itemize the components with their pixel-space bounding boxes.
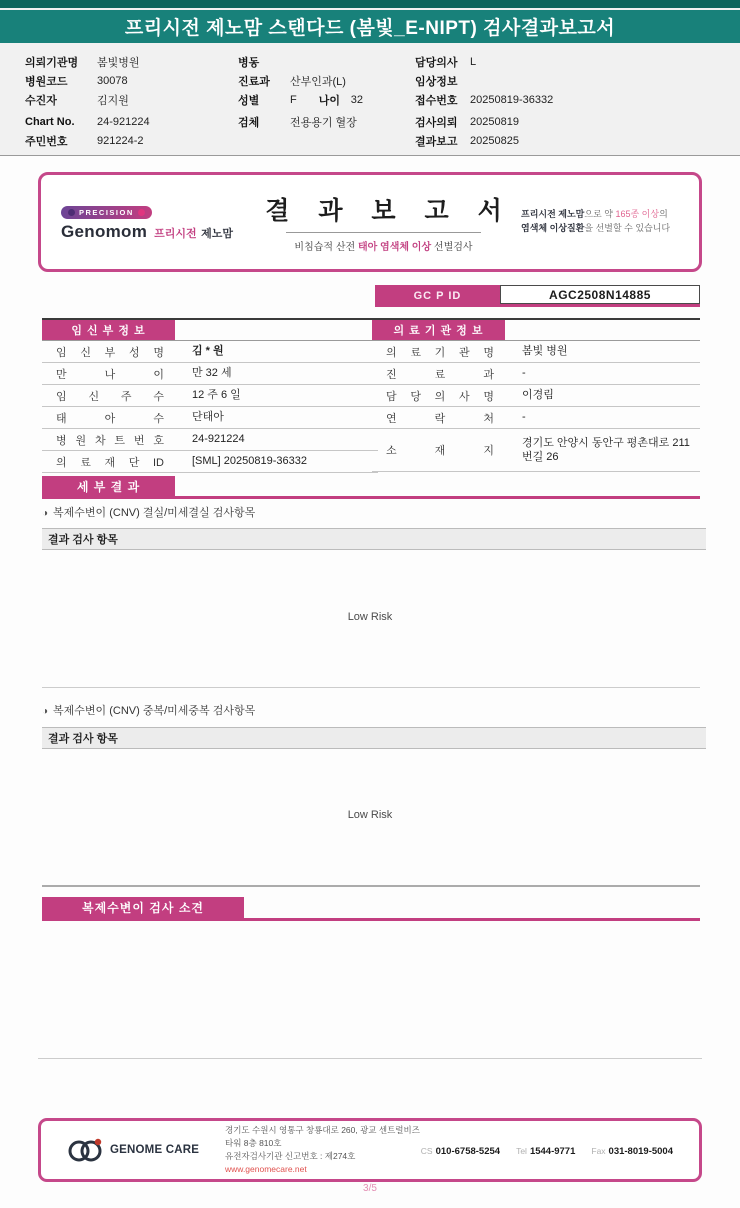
patient-header-box [0, 0, 740, 156]
brand-name-kr: 프리시전 제노맘 [154, 227, 234, 240]
gcp-id-label: GC P ID [413, 290, 462, 302]
footer-address [219, 1124, 421, 1177]
section-divider [42, 885, 700, 887]
field-doctor: 담당의사 L [415, 55, 477, 69]
field-resident-no: 주민번호 921224-2 [25, 134, 144, 148]
cnv-deletion-result: Low Risk [347, 611, 393, 623]
badge-dot-right-icon [138, 209, 145, 216]
patient-header-col3 [415, 52, 715, 150]
half-circle-bullet-icon: ◑ [42, 706, 49, 717]
address-line2: 유전자검사기관 신고번호 : 제274호 [225, 1151, 356, 1161]
maternal-info-table [42, 318, 378, 473]
cnv-duplication-columns-header: 결과 검사 항목 [42, 727, 706, 749]
company-name: GENOME CARE [110, 1144, 200, 1156]
gcp-id-value: AGC2508N14885 [500, 285, 700, 304]
table-row: 연 락 처 - [372, 407, 700, 429]
patient-header-col2 [238, 52, 418, 131]
cnv-deletion-section-title: ◑ 복제수변이 (CNV) 결실/미세결실 검사항목 [42, 507, 256, 519]
half-circle-bullet-icon: ◑ [42, 508, 49, 519]
result-report-banner [38, 172, 702, 272]
table-row: 소 재 지 경기도 안양시 동안구 평촌대로 211번길 26 [372, 429, 700, 472]
field-patient-name: 수진자 김지원 [25, 94, 129, 107]
banner-center [246, 191, 521, 253]
patient-header-col1 [25, 52, 235, 150]
table-row: 임 신 부 성 명 김 * 원 [42, 341, 378, 363]
report-title: 프리시전 제노맘 스탠다드 (봄빛_E-NIPT) 검사결과보고서 [124, 18, 616, 39]
precision-badge: PRECISION [61, 206, 152, 219]
brand-line [61, 222, 246, 242]
field-ward: 병동 [238, 56, 260, 69]
report-title-bar [0, 10, 740, 43]
table-row: 진 료 과 - [372, 363, 700, 385]
banner-title: 결 과 보 고 서 [265, 197, 513, 225]
detail-results-title: 세 부 결 과 [42, 476, 175, 496]
banner-note: 프리시전 제노맘으로 약 165종 이상의 염색체 이상질환을 선별할 수 있습니다 [521, 209, 671, 233]
detail-results-section-header [42, 476, 700, 499]
table-row: 태 아 수 단태아 [42, 407, 378, 429]
genome-care-logo [41, 1137, 219, 1163]
cnv-findings-section-header [42, 897, 700, 921]
page-number: 3/5 [363, 1183, 377, 1194]
contact-fax: Fax 031-8019-5004 [591, 1146, 673, 1157]
top-accent-strip [0, 0, 740, 8]
address-line1: 경기도 수원시 영통구 창룡대로 260, 광교 센트럴비즈타워 8층 810호 [225, 1124, 420, 1148]
field-report-date: 결과보고 20250825 [415, 134, 519, 148]
badge-dot-left-icon [68, 209, 75, 216]
gc-mark-icon [67, 1137, 103, 1163]
footer-box [38, 1118, 702, 1182]
table-row: 임 신 주 수 12 주 6 일 [42, 385, 378, 407]
field-sex-age: 성별 F 나이 32 [238, 93, 363, 107]
banner-divider [286, 232, 481, 233]
cnv-duplication-section-title: ◑ 복제수변이 (CNV) 중복/미세중복 검사항목 [42, 705, 256, 717]
footer-divider [38, 1058, 702, 1059]
cnv-duplication-result: Low Risk [347, 809, 393, 821]
cnv-findings-title: 복제수변이 검사 소견 [42, 897, 244, 918]
field-request-org: 의뢰기관명 봄빛병원 [25, 56, 140, 69]
cnv-deletion-columns-header: 결과 검사 항목 [42, 528, 706, 550]
contact-tel: Tel 1544-9771 [516, 1146, 576, 1157]
clinic-table-title: 의 료 기 관 정 보 [372, 320, 505, 340]
field-receipt-no: 접수번호 20250819-36332 [415, 93, 554, 107]
field-clinical-info: 임상정보 [415, 75, 458, 88]
maternal-table-title: 임 신 부 정 보 [42, 320, 175, 340]
banner-subtitle: 비침습적 산전 태아 염색체 이상 선별검사 [294, 242, 473, 253]
clinic-info-table [372, 318, 700, 472]
gcp-id-row [375, 285, 700, 307]
field-request-date: 검사의뢰 20250819 [415, 115, 519, 129]
field-department: 진료과 산부인과(L) [238, 75, 346, 88]
field-hospital-code: 병원코드 30078 [25, 74, 128, 88]
clinic-table-header [372, 318, 700, 341]
table-row: 담 당 의 사 명 이경림 [372, 385, 700, 407]
genomom-logo [41, 203, 246, 242]
table-row: 병 원 차 트 번 호 24-921224 [42, 429, 378, 451]
section-divider [42, 687, 700, 688]
contact-cs: CS 010-6758-5254 [420, 1146, 501, 1157]
website-link[interactable]: www.genomecare.net [225, 1164, 307, 1175]
table-row: 만 나 이 만 32 세 [42, 363, 378, 385]
maternal-table-header [42, 318, 378, 341]
footer-contacts [421, 1141, 699, 1159]
table-row: 의 료 재 단 ID [SML] 20250819-36332 [42, 451, 378, 473]
field-chart-no: Chart No. 24-921224 [25, 115, 150, 128]
table-row: 의 료 기 관 명 봄빛 병원 [372, 341, 700, 363]
field-specimen: 검체 전용용기 혈장 [238, 116, 357, 129]
brand-name: Genomom [61, 221, 148, 241]
